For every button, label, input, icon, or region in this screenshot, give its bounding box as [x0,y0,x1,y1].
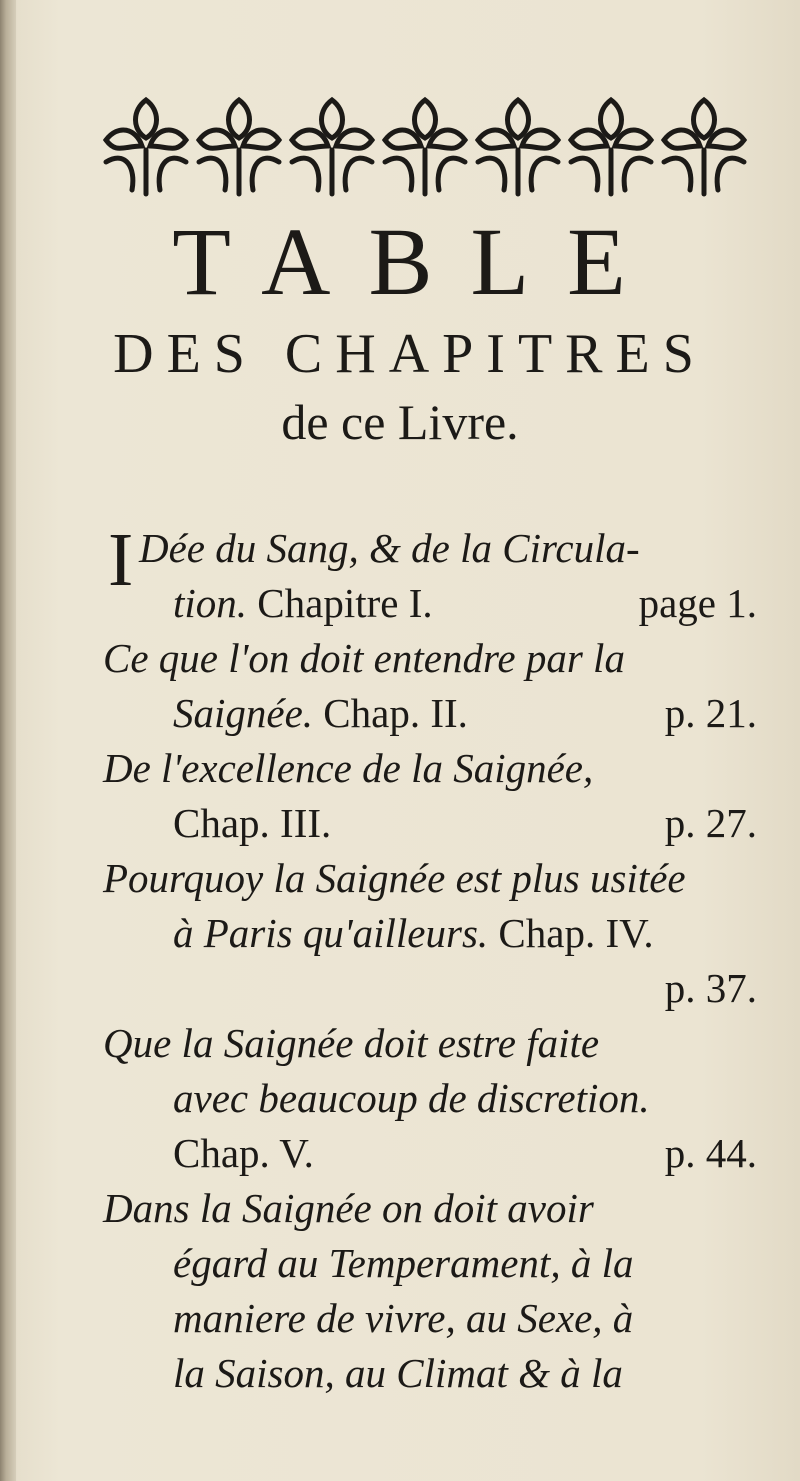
toc-line [103,628,763,688]
toc-title: Pourquoy la Saignée est plus usitée [103,855,686,901]
toc-title: Que la Saignée doit estre faite [103,1020,600,1066]
toc-line [103,848,763,908]
toc-line [173,1288,763,1348]
toc-line [173,1123,763,1183]
toc-line [103,1178,763,1238]
toc-page: p. 27. [664,800,757,846]
toc-line [173,573,763,633]
toc-title: tion. [173,580,248,626]
toc-chapter: Chap. V. [173,1130,314,1176]
fleuron-ornament-band [100,90,750,205]
toc-title: Dée du Sang, & de la Circula- [139,525,640,571]
toc-line [173,958,763,1018]
toc-line [173,903,763,963]
toc-line [139,518,763,578]
toc-line [173,1343,763,1403]
toc-chapter: Chap. III. [173,800,332,846]
toc-title: Dans la Saignée on doit avoir [103,1185,594,1231]
toc-title: Ce que l'on doit entendre par la [103,635,625,681]
toc-title: avec beaucoup de discretion. [173,1075,650,1121]
toc-title: De l'excellence de la Saignée, [103,745,594,791]
toc-page: p. 37. [664,965,757,1011]
page-subtitle: DES CHAPITRES [113,323,707,385]
drop-cap: I [108,518,134,602]
toc-page: page 1. [638,580,757,626]
toc-title: Saignée. [173,690,314,736]
toc-page: p. 21. [664,690,757,736]
toc-line [173,793,763,853]
toc-page: p. 44. [664,1130,757,1176]
page-title: TABLE [172,208,664,315]
binding-edge [0,0,16,1481]
toc-line [173,1068,763,1128]
toc-chapter: Chap. II. [313,690,468,736]
toc-title: maniere de vivre, au Sexe, à [173,1295,634,1341]
toc-chapter: Chap. IV. [488,910,654,956]
toc-line [173,683,763,743]
toc-line [103,1013,763,1073]
page-subtitle-book: de ce Livre. [281,394,519,450]
toc-title: à Paris qu'ailleurs. [173,910,489,956]
toc-line [173,1233,763,1293]
toc-line [103,738,763,798]
toc-title: égard au Temperament, à la [173,1240,634,1286]
toc-title: la Saison, au Climat & à la [173,1350,623,1396]
toc-chapter: Chapitre I. [247,580,433,626]
